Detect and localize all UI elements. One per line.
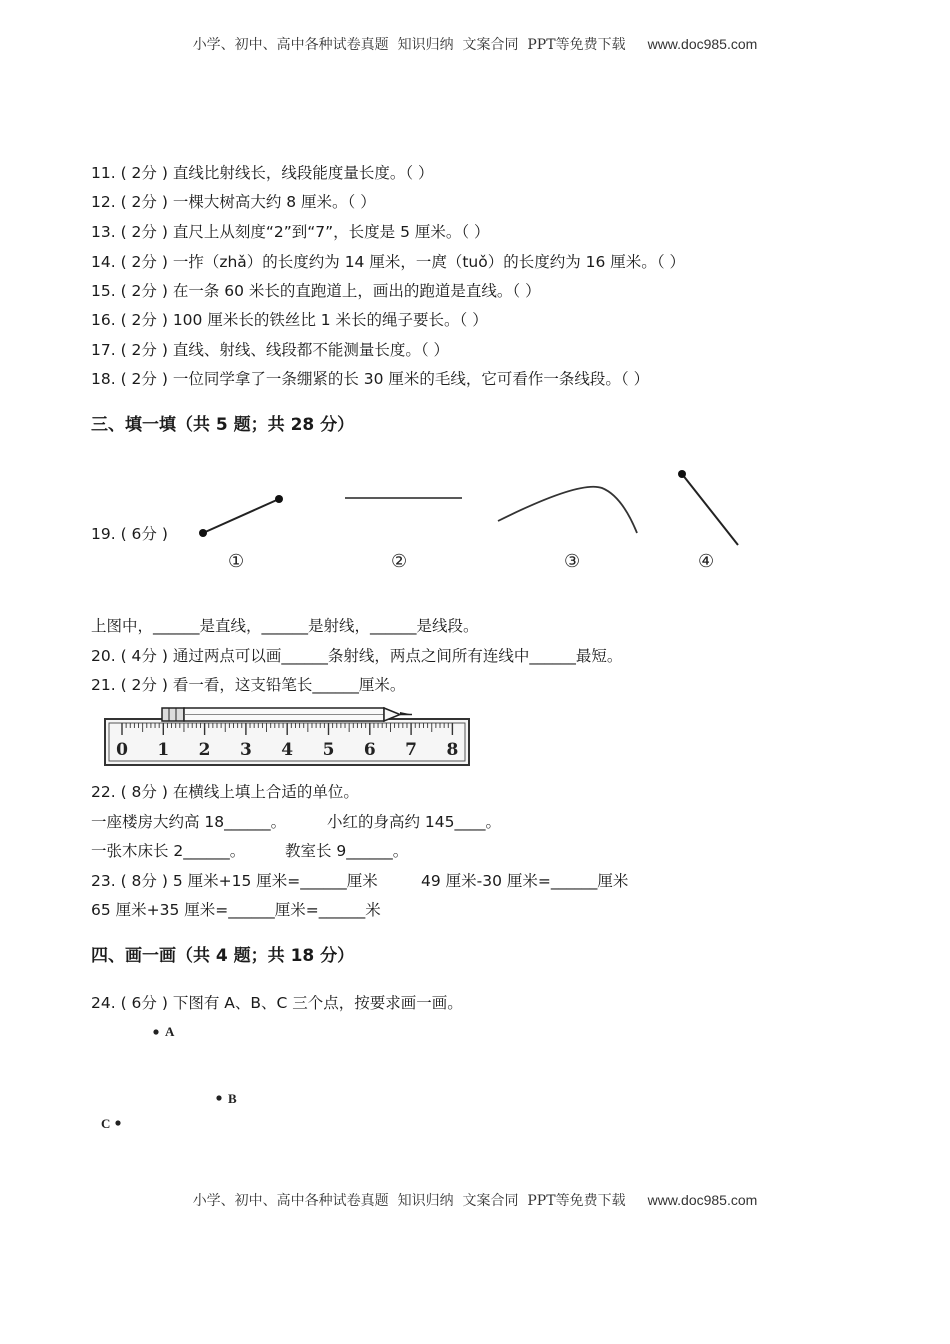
question-21: 21. ( 2分 ) 看一看，这支铅笔长______厘米。 <box>91 676 406 694</box>
q24-points-figure <box>95 1018 255 1138</box>
footer-url[interactable]: www.doc985.com <box>647 1192 758 1208</box>
question-24: 24. ( 6分 ) 下图有 A、B、C 三个点，按要求画一画。 <box>91 994 463 1012</box>
figure-3-curve <box>498 487 637 533</box>
ruler-pencil-figure <box>100 703 480 769</box>
question-19-answer-line: 上图中，______是直线，______是射线，______是线段。 <box>91 617 479 635</box>
point-a-label: A <box>165 1024 175 1039</box>
header-text: 小学、初中、高中各种试卷真题 知识归纳 文案合同 PPT等免费下载 <box>192 37 626 53</box>
section-4-title: 四、画一画（共 4 题；共 18 分） <box>91 946 355 966</box>
ruler-number: 7 <box>405 740 418 760</box>
ruler-number: 2 <box>198 740 211 760</box>
question-22: 22. ( 8分 ) 在横线上填上合适的单位。 <box>91 783 359 801</box>
point-b-dot <box>216 1095 221 1100</box>
question-14: 14. ( 2分 ) 一拃（zhǎ）的长度约为 14 厘米，一庹（tuǒ）的长度约为 16 厘米。（ ） <box>91 253 685 271</box>
q22-row2-left: 一张木床长 2______。 <box>91 842 246 860</box>
question-15: 15. ( 2分 ) 在一条 60 米长的直跑道上，画出的跑道是直线。（ ） <box>91 282 541 300</box>
question-20: 20. ( 4分 ) 通过两点可以画______条射线，两点之间所有连线中______最短。 <box>91 647 623 665</box>
point-b-label: B <box>228 1091 237 1106</box>
ruler-number: 8 <box>446 740 459 760</box>
ruler-numbers <box>116 740 458 760</box>
ruler-number: 5 <box>322 740 335 760</box>
section-3-title: 三、填一填（共 5 题；共 28 分） <box>91 415 355 435</box>
ruler-number: 6 <box>363 740 376 760</box>
point-a-dot <box>153 1029 158 1034</box>
question-18: 18. ( 2分 ) 一位同学拿了一条绷紧的长 30 厘米的毛线，它可看作一条线段。（ ） <box>91 370 650 388</box>
q22-row1-right: 小红的身高约 145____。 <box>327 813 502 831</box>
figure-label-1: ① <box>228 551 245 572</box>
question-12: 12. ( 2分 ) 一棵大树高大约 8 厘米。（ ） <box>91 193 376 211</box>
figure-label-4: ④ <box>698 551 715 572</box>
ruler-number: 3 <box>239 740 252 760</box>
figure-label-3: ③ <box>564 551 581 572</box>
ruler-number: 4 <box>281 740 294 760</box>
point-c-label: C <box>101 1116 111 1131</box>
question-19-label: 19. ( 6分 ) <box>91 525 168 543</box>
q23-row2: 65 厘米+35 厘米=______厘米=______米 <box>91 901 381 919</box>
question-17: 17. ( 2分 ) 直线、射线、线段都不能测量长度。（ ） <box>91 341 449 359</box>
q22-row1-left: 一座楼房大约高 18______。 <box>91 813 287 831</box>
page-header <box>0 34 950 54</box>
question-13: 13. ( 2分 ) 直尺上从刻度“2”到“7”，长度是 5 厘米。（ ） <box>91 223 490 241</box>
q23-row1-left: 23. ( 8分 ) 5 厘米+15 厘米=______厘米 <box>91 872 378 890</box>
ruler-number: 0 <box>116 740 128 760</box>
pencil-icon <box>162 708 412 721</box>
page-footer <box>0 1190 950 1210</box>
figure-1-segment <box>199 495 283 537</box>
figure-4-ray <box>678 470 738 545</box>
q19-figures <box>190 460 750 550</box>
header-url[interactable]: www.doc985.com <box>647 36 758 52</box>
ruler-number: 1 <box>157 740 170 760</box>
q23-row1-right: 49 厘米-30 厘米=______厘米 <box>421 872 629 890</box>
figure-label-2: ② <box>391 551 408 572</box>
question-11: 11. ( 2分 ) 直线比射线长，线段能度量长度。（ ） <box>91 164 434 182</box>
footer-text: 小学、初中、高中各种试卷真题 知识归纳 文案合同 PPT等免费下载 <box>192 1193 626 1209</box>
point-c-dot <box>115 1120 120 1125</box>
question-16: 16. ( 2分 ) 100 厘米长的铁丝比 1 米长的绳子要长。（ ） <box>91 311 488 329</box>
q22-row2-right: 教室长 9______。 <box>285 842 409 860</box>
